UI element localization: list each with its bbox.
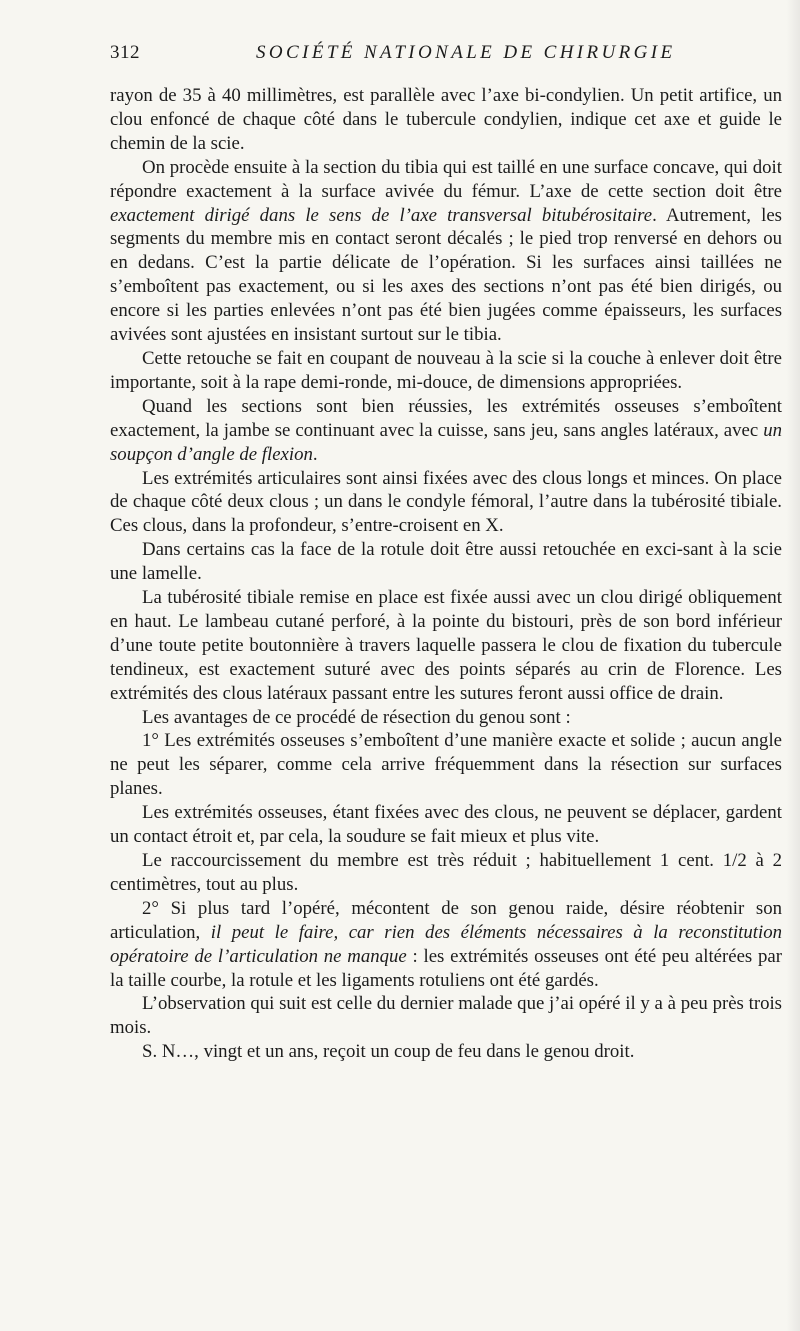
paragraph-12-text-a: 2° Si plus tard l’opéré, mécontent de son genou raide, désire réobtenir son articulation, (110, 897, 782, 943)
paragraph-8 (110, 706, 782, 730)
paragraph-6 (110, 538, 782, 586)
paragraph-2-text-b: . Autrement, les segments du membre mis en contact seront décalés ; le pied trop renversé en dehors ou en dedans. C’est la partie délicate de l’opération. Si les surfaces ainsi taillées ne s’emboîtent pas exactement, ou si les axes des sections n’ont pas été bien dirigés, ou encore si les parties enlevées n’ont pas été bien jugées comme épaisseurs, les surfaces avivées sont ajustées en insistant surtout sur le tibia. (110, 204, 782, 346)
paragraph-10-text: Les extrémités osseuses, étant fixées avec des clous, ne peuvent se déplacer, gardent un contact étroit et, par cela, la soudure se fait mieux et plus vite. (110, 802, 782, 848)
paragraph-8-text: Les avantages de ce procédé de résection du genou sont : (142, 706, 571, 728)
paragraph-7-text: La tubérosité tibiale remise en place est fixée aussi avec un clou dirigé obliquement en haut. Le lambeau cutané perforé, à la pointe du bistouri, près de son bord inférieur d’une toute petite boutonnière à travers laquelle passera le clou de fixation du tubercule tendineux, est exactement suturé avec des points séparés au crin de Florence. Les extrémités des clous latéraux passant entre les sutures feront aussi office de drain. (110, 587, 782, 704)
paragraph-3-text: Cette retouche se fait en coupant de nouveau à la scie si la couche à enlever doit être importante, soit à la rape demi-ronde, mi-douce, de dimensions appropriées. (110, 347, 782, 393)
paragraph-2-text-a: On procède ensuite à la section du tibia qui est taillé en une surface concave, qui doit répondre exactement à la surface avivée du fémur. L’axe de cette section doit être (110, 156, 782, 202)
paragraph-11 (110, 849, 782, 897)
paragraph-3 (110, 347, 782, 395)
paragraph-5-text: Les extrémités articulaires sont ainsi fixées avec des clous longs et minces. On place de chaque côté deux clous ; un dans le condyle fémoral, l’autre dans la tubérosité tibiale. Ces clous, dans la profondeur, s’entre-croisent en X. (110, 467, 782, 537)
body-text (110, 84, 782, 1064)
paragraph-1 (110, 84, 782, 156)
page-header (110, 42, 782, 66)
paragraph-1-text: rayon de 35 à 40 millimètres, est parallèle avec l’axe bi-condylien. Un petit artifice, un clou enfoncé de chaque côté dans le tubercule condylien, indique cet axe et guide le chemin de la scie. (110, 85, 782, 154)
paragraph-11-text: Le raccourcissement du membre est très réduit ; habituellement 1 cent. 1/2 à 2 centimètres, tout au plus. (110, 850, 782, 895)
paragraph-4 (110, 395, 782, 467)
paragraph-13 (110, 992, 782, 1040)
paragraph-12-text-b: : les extrémités osseuses ont été peu altérées par la taille courbe, la rotule et les ligaments rotuliens ont été gardés. (110, 945, 782, 991)
running-title: SOCIÉTÉ NATIONALE DE CHIRURGIE (256, 42, 676, 63)
paragraph-9 (110, 729, 782, 801)
page-edge-shadow (786, 0, 800, 1331)
paragraph-4-text-a: Quand les sections sont bien réussies, les extrémités osseuses s’emboîtent exactement, la jambe se continuant avec la cuisse, sans jeu, sans angles latéraux, avec (110, 395, 782, 441)
paragraph-5 (110, 467, 782, 539)
paragraph-9-text: 1° Les extrémités osseuses s’emboîtent d’une manière exacte et solide ; aucun angle ne peut les séparer, comme cela arrive fréquemment dans la résection sur surfaces planes. (110, 730, 782, 800)
paragraph-6-text: Dans certains cas la face de la rotule doit être aussi retouchée en exci-sant à la scie une lamelle. (110, 539, 782, 585)
paragraph-13-text: L’observation qui suit est celle du dernier malade que j’ai opéré il y a à peu près trois mois. (110, 993, 782, 1039)
paragraph-12 (110, 897, 782, 993)
paragraph-2-emphasis: exactement dirigé dans le sens de l’axe transversal bitubérositaire (110, 204, 653, 226)
paragraph-4-text-b: . (312, 443, 318, 465)
paragraph-10 (110, 801, 782, 849)
paragraph-4-emphasis: un soupçon d’angle de flexion (110, 419, 782, 465)
paragraph-14 (110, 1040, 782, 1064)
paragraph-7 (110, 586, 782, 706)
page-number: 312 (110, 42, 140, 63)
paragraph-2 (110, 156, 782, 347)
paragraph-12-emphasis: il peut le faire, car rien des éléments nécessaires à la reconstitution opératoire de l’articulation ne manque (110, 921, 782, 967)
paragraph-14-text: S. N…, vingt et un ans, reçoit un coup de feu dans le genou droit. (142, 1041, 635, 1063)
